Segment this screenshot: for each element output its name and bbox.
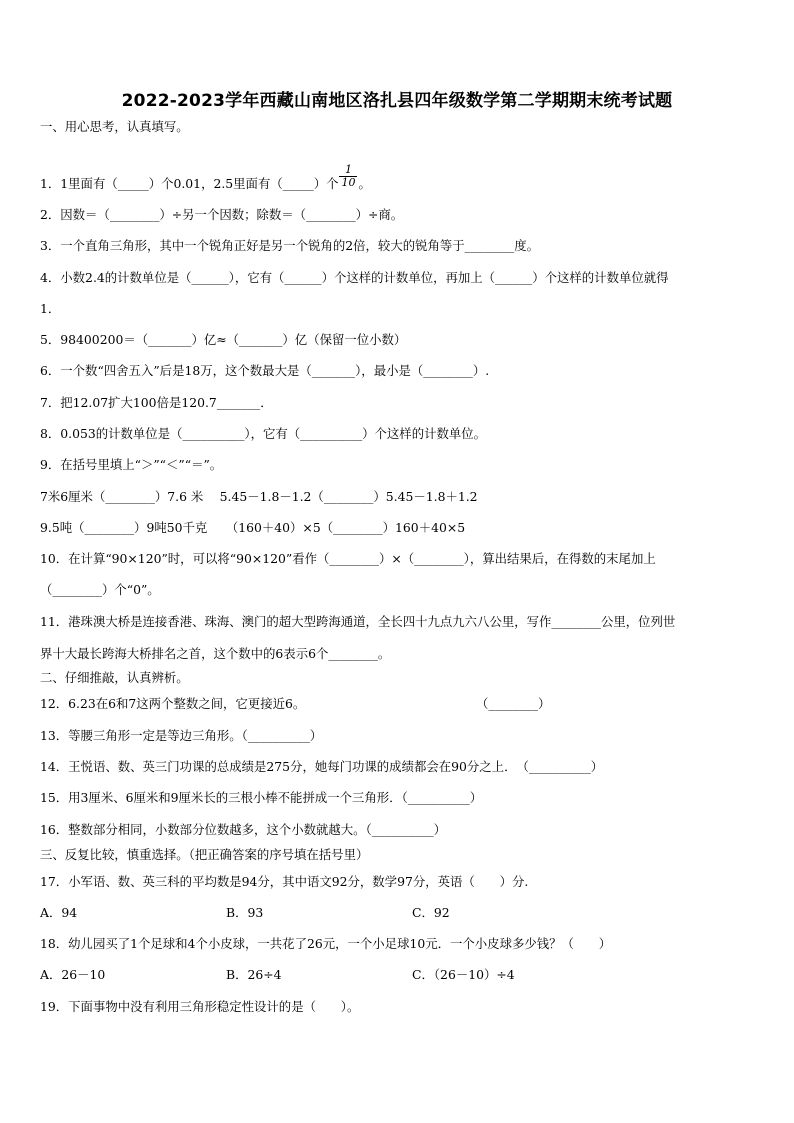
option-b: B．26÷4 bbox=[226, 967, 282, 982]
fraction bbox=[339, 164, 357, 189]
question-14: 14．王悦语、数、英三门功课的总成绩是275分，她每门功课的成绩都会在90分之上． （__________） bbox=[40, 759, 604, 774]
section-1-heading: 一、用心思考，认真填写。 bbox=[40, 119, 189, 134]
question-3: 3．一个直角三角形，其中一个锐角正好是另一个锐角的2倍，较大的锐角等于________度。 bbox=[40, 238, 540, 253]
question-11-line-1: 11．港珠澳大桥是连接香港、珠海、澳门的超大型跨海通道，全长四十九点九六八公里，写作________公里，位列世 bbox=[40, 614, 676, 629]
section-3-heading: 三、反复比较，慎重选择。（把正确答案的序号填在括号里） bbox=[40, 847, 369, 862]
section-2-heading: 二、仔细推敲，认真辨析。 bbox=[40, 670, 189, 685]
question-13: 13．等腰三角形一定是等边三角形。（__________） bbox=[40, 728, 323, 743]
option-c: C．（26－10）÷4 bbox=[412, 967, 515, 982]
question-11-line-2: 界十大最长跨海大桥排名之首，这个数中的6表示6个________。 bbox=[40, 646, 391, 661]
question-12-blank: （________） bbox=[476, 696, 551, 711]
question-9: 9．在括号里填上“＞”“＜”“＝”。 bbox=[40, 457, 223, 472]
question-4-line-1: 4．小数2.4的计数单位是（______），它有（______）个这样的计数单位，再加上（______）个这样的计数单位就得 bbox=[40, 270, 669, 285]
question-1 bbox=[40, 163, 760, 197]
question-7: 7．把12.07扩大100倍是120.7_______． bbox=[40, 395, 273, 410]
question-8: 8．0.053的计数单位是（__________），它有（__________）个这样的计数单位。 bbox=[40, 426, 487, 441]
question-1-end: 。 bbox=[358, 176, 371, 191]
question-4-line-2: 1． bbox=[40, 301, 61, 316]
question-16: 16．整数部分相同，小数部分位数越多，这个小数就越大。（__________） bbox=[40, 822, 447, 837]
fraction-denominator: 10 bbox=[341, 176, 356, 189]
question-18: 18．幼儿园买了1个足球和4个小皮球，一共花了26元，一个小足球10元．一个小皮球多少钱？（ ） bbox=[40, 936, 612, 951]
question-17: 17．小军语、数、英三科的平均数是94分，其中语文92分，数学97分，英语（ ）分. bbox=[40, 874, 529, 889]
question-9-row-2: 9.5吨（________）9吨50千克 （160＋40）×5（________）160＋40×5 bbox=[40, 520, 466, 535]
question-12 bbox=[40, 695, 760, 713]
option-c: C．92 bbox=[412, 905, 450, 920]
question-10-line-2: （________）个“0”。 bbox=[40, 582, 160, 597]
exam-title: 2022-2023学年西藏山南地区洛扎县四年级数学第二学期期末统考试题 bbox=[121, 91, 673, 111]
question-9-row-1: 7米6厘米（________）7.6 米 5.45－1.8－1.2（________）5.45－1.8＋1.2 bbox=[40, 489, 478, 504]
option-b: B．93 bbox=[226, 905, 264, 920]
question-2: 2．因数＝（________）÷另一个因数；除数＝（________）÷商。 bbox=[40, 207, 404, 222]
fraction-numerator: 1 bbox=[339, 164, 357, 177]
question-6: 6．一个数“四舍五入”后是18万，这个数最大是（_______），最小是（________）. bbox=[40, 363, 490, 378]
question-1-text: 1．1里面有（_____）个0.01，2.5里面有（_____）个 bbox=[40, 176, 339, 191]
question-10-line-1: 10．在计算“90×120”时，可以将“90×120”看作（________）×（________），算出结果后，在得数的末尾加上 bbox=[40, 551, 656, 566]
question-18-options bbox=[40, 966, 760, 984]
option-a: A．94 bbox=[40, 905, 78, 920]
question-19: 19．下面事物中没有利用三角形稳定性设计的是（ ）。 bbox=[40, 999, 360, 1014]
option-a: A．26－10 bbox=[40, 967, 106, 982]
question-15: 15．用3厘米、6厘米和9厘米长的三根小棒不能拼成一个三角形．（__________） bbox=[40, 790, 483, 805]
question-17-options bbox=[40, 904, 760, 922]
question-12-text: 12．6.23在6和7这两个整数之间，它更接近6。 bbox=[40, 696, 306, 711]
question-5: 5．98400200＝（_______）亿≈（_______）亿（保留一位小数） bbox=[40, 332, 407, 347]
